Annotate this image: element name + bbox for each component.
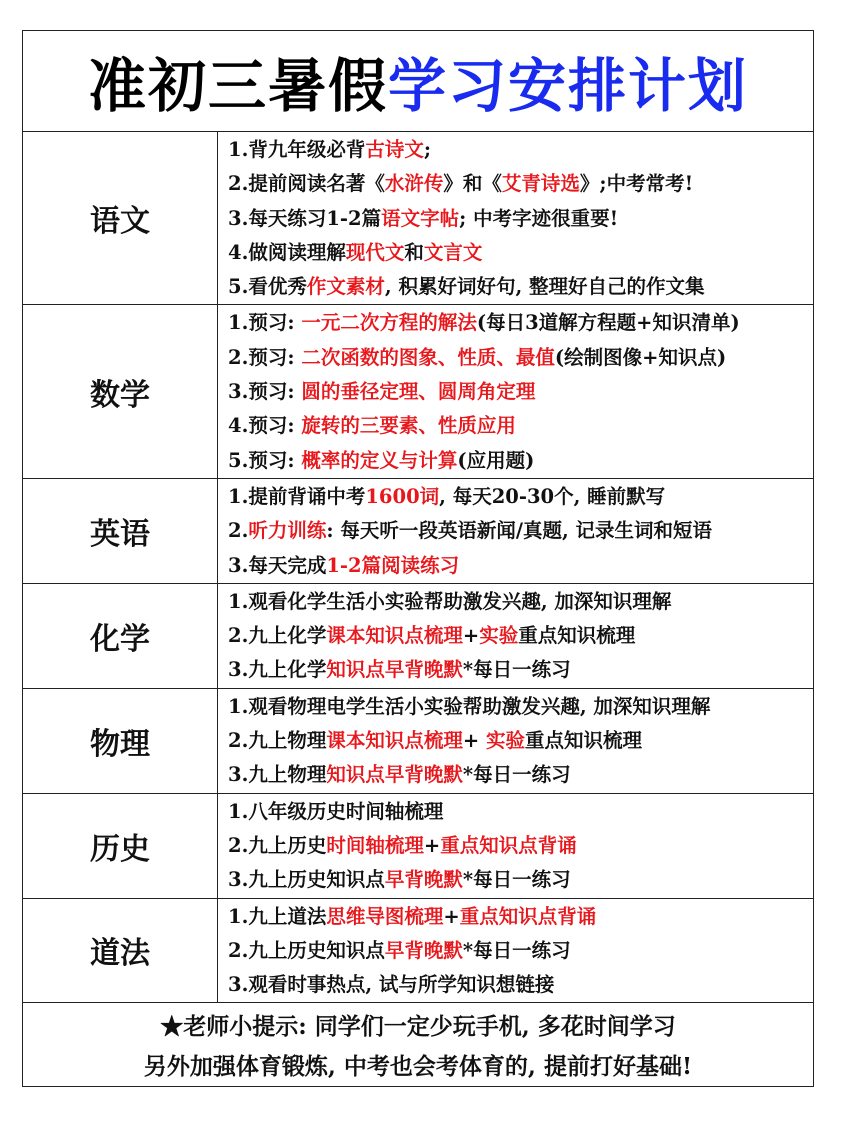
plain-text: 重点知识梳理 (518, 624, 636, 648)
plan-item (228, 167, 813, 201)
plan-item (228, 653, 813, 687)
plain-text: 1.预习: (228, 311, 302, 335)
subject-items (218, 794, 813, 898)
subject-name: 物理 (23, 689, 218, 793)
plan-item (228, 829, 813, 863)
highlight-text: 重点知识点背诵 (440, 833, 577, 857)
plain-text: 2. (228, 519, 249, 543)
plain-text: + (462, 624, 480, 648)
plan-item (228, 795, 813, 829)
highlight-text: 实验 (486, 729, 526, 753)
plan-item (228, 863, 813, 897)
subject-name: 历史 (23, 794, 218, 898)
plan-item (228, 900, 813, 934)
subject-items (218, 132, 813, 304)
subject-items (218, 305, 813, 477)
highlight-text: 现代文 (345, 240, 405, 264)
plan-item (228, 133, 813, 167)
subject-row (23, 584, 813, 689)
plain-text: (每日3道解方程题+知识清单) (476, 311, 740, 335)
plain-text: + (443, 904, 460, 928)
plan-item (228, 375, 813, 409)
plain-text: 2.九上历史知识点 (228, 938, 385, 962)
plan-item (228, 619, 813, 653)
subject-row (23, 899, 813, 1004)
plan-item (228, 306, 813, 340)
plan-item (228, 202, 813, 236)
plain-text: 1.观看物理电学生活小实验帮助激发兴趣, 加深知识理解 (228, 694, 711, 718)
subject-items (218, 689, 813, 793)
highlight-text: 文言文 (423, 240, 483, 264)
subject-items (218, 899, 813, 1003)
subject-row (23, 305, 813, 478)
plain-text: 1.观看化学生活小实验帮助激发兴趣, 加深知识理解 (228, 589, 672, 613)
highlight-text: 实验 (479, 624, 519, 648)
plain-text: 1.提前背诵中考 (228, 484, 366, 508)
subject-name: 语文 (23, 132, 218, 304)
subject-name: 道法 (23, 899, 218, 1003)
plain-text: 2.提前阅读名著《 (228, 172, 385, 196)
plan-item (228, 724, 813, 758)
subject-name: 英语 (23, 479, 218, 583)
plain-text: *每日一练习 (462, 938, 571, 962)
highlight-text: 知识点早背晚默 (326, 658, 463, 682)
subject-row (23, 794, 813, 899)
plain-text: (绘制图像+知识点) (554, 345, 727, 369)
highlight-text: 知识点早背晚默 (326, 763, 463, 787)
plain-text: 3.九上化学 (228, 658, 327, 682)
highlight-text: 二次函数的图象、性质、最值 (301, 345, 555, 369)
plain-text: 2.九上历史 (228, 833, 327, 857)
study-plan-sheet (22, 30, 814, 1087)
plain-text: + (423, 833, 441, 857)
subject-row (23, 132, 813, 305)
plain-text: 》和《 (443, 172, 502, 196)
plain-text: 3.九上物理 (228, 763, 327, 787)
plan-item (228, 270, 813, 304)
highlight-text: 语文字帖 (381, 206, 460, 230)
plan-item (228, 758, 813, 792)
subject-row (23, 479, 813, 584)
highlight-text: 艾青诗选 (501, 172, 580, 196)
subject-row (23, 689, 813, 794)
plan-item (228, 968, 813, 1002)
tip-line-2: 另外加强体育锻炼, 中考也会考体育的, 提前打好基础! (143, 1053, 693, 1081)
highlight-text: 1-2篇阅读练习 (326, 553, 460, 577)
plain-text: 4.预习: (228, 414, 302, 438)
tip-line-1: ★老师小提示: 同学们一定少玩手机, 多花时间学习 (160, 1013, 676, 1041)
plan-item (228, 514, 813, 548)
highlight-text: 课本知识点梳理 (326, 624, 463, 648)
plain-text: 5.预习: (228, 448, 302, 472)
plain-text: *每日一练习 (462, 658, 571, 682)
plan-item (228, 934, 813, 968)
plain-text: + (462, 729, 487, 753)
highlight-text: 时间轴梳理 (326, 833, 424, 857)
title-black-part: 准初三暑假 (87, 52, 388, 120)
plain-text: *每日一练习 (462, 763, 571, 787)
highlight-text: 圆的垂径定理、圆周角定理 (301, 380, 536, 404)
plan-item (228, 341, 813, 375)
plain-text: 3.每天完成 (228, 553, 327, 577)
page-title (23, 31, 813, 132)
plain-text: , 每天20-30个, 睡前默写 (439, 484, 666, 508)
plain-text: ; (423, 138, 432, 161)
highlight-text: 古诗文 (365, 138, 424, 161)
plan-item (228, 480, 813, 514)
highlight-text: 旋转的三要素、性质应用 (301, 414, 516, 438)
plain-text: 重点知识梳理 (525, 729, 643, 753)
highlight-text: 1600词 (365, 484, 440, 508)
plan-item (228, 409, 813, 443)
plain-text: 4.做阅读理解 (228, 240, 346, 264)
plain-text: 2.九上物理 (228, 729, 327, 753)
subject-items (218, 584, 813, 688)
plain-text: 3.预习: (228, 380, 302, 404)
highlight-text: 概率的定义与计算 (301, 448, 458, 472)
plan-item (228, 444, 813, 478)
plain-text: 和 (404, 240, 424, 264)
highlight-text: 听力训练 (248, 519, 327, 543)
plan-item (228, 690, 813, 724)
highlight-text: 早背晚默 (384, 868, 463, 892)
plain-text: 》;中考常考! (579, 172, 694, 196)
highlight-text: 思维导图梳理 (326, 904, 444, 928)
plan-item (228, 236, 813, 270)
plain-text: 1.背九年级必背 (228, 138, 366, 161)
plain-text: 2.预习: (228, 345, 302, 369)
subject-name: 化学 (23, 584, 218, 688)
plain-text: ; 中考字迹很重要! (459, 206, 619, 230)
plain-text: *每日一练习 (462, 868, 571, 892)
plain-text: : 每天听一段英语新闻/真题, 记录生词和短语 (326, 519, 713, 543)
plain-text: (应用题) (457, 448, 535, 472)
highlight-text: 早背晚默 (384, 938, 463, 962)
highlight-text: 重点知识点背诵 (459, 904, 597, 928)
plain-text: 5.看优秀 (228, 275, 307, 299)
plain-text: , 积累好词好句, 整理好自己的作文集 (384, 275, 705, 299)
highlight-text: 水浒传 (384, 172, 444, 196)
highlight-text: 课本知识点梳理 (326, 729, 463, 753)
plain-text: 2.九上化学 (228, 624, 327, 648)
title-blue-part: 学习安排计划 (388, 52, 749, 120)
highlight-text: 一元二次方程的解法 (301, 311, 477, 335)
plan-item (228, 549, 813, 583)
plain-text: 1.九上道法 (228, 904, 327, 928)
teacher-tip (23, 1003, 813, 1091)
plain-text: 3.每天练习1-2篇 (228, 206, 382, 230)
highlight-text: 作文素材 (306, 275, 385, 299)
plain-text: 3.九上历史知识点 (228, 868, 385, 892)
plain-text: 3.观看时事热点, 试与所学知识想链接 (228, 973, 555, 997)
plain-text: 1.八年级历史时间轴梳理 (228, 799, 444, 823)
plan-item (228, 585, 813, 619)
subject-items (218, 479, 813, 583)
subject-name: 数学 (23, 305, 218, 477)
subject-table (23, 132, 813, 1003)
